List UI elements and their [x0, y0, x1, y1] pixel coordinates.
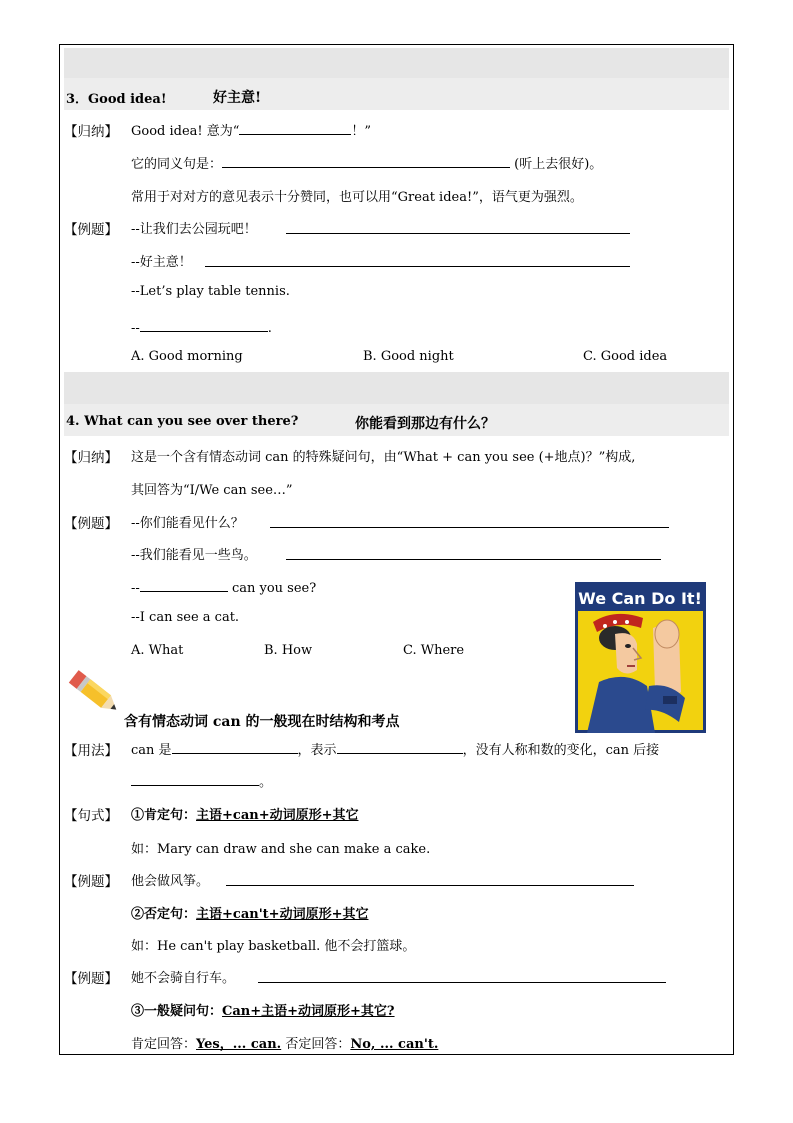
answer-forms: [131, 1033, 438, 1052]
section3-title-en: 3．Good idea!: [66, 92, 167, 107]
blank-line: [239, 120, 351, 135]
period: .: [267, 321, 272, 336]
negative-answer-label: 否定回答：: [285, 1037, 351, 1052]
exercise-2: 她不会骑自行车。: [131, 971, 236, 986]
yongfa-end: 。: [259, 775, 273, 790]
negative-formula: 主语+can't+动词原形+其它: [196, 907, 369, 922]
liti-tag: 【例题】: [64, 971, 118, 987]
positive-answer-label: 肯定回答：: [131, 1037, 197, 1052]
question-sentence-rule: [131, 1000, 395, 1019]
synonym-end: (听上去很好)。: [514, 157, 603, 172]
positive-answer: Yes，... can.: [196, 1037, 282, 1052]
answer-line: [270, 527, 669, 528]
guina-tag: 【归纳】: [64, 450, 118, 466]
option-a: A. Good morning: [131, 349, 243, 364]
option-c: C. Good idea: [583, 349, 668, 364]
liti-tag: 【例题】: [64, 222, 118, 238]
negative-answer: No, ... can't.: [350, 1037, 439, 1052]
positive-example: 如：Mary can draw and she can make a cake.: [131, 842, 431, 857]
option-b: B. How: [264, 643, 313, 658]
answer-line: [226, 885, 634, 886]
blank-line: [131, 771, 259, 786]
blank-line: [172, 739, 298, 754]
yongfa-part-3: ，没有人称和数的变化，can 后接: [462, 743, 660, 758]
blank-line: [337, 739, 463, 754]
section-band: [64, 372, 729, 404]
dash: --: [131, 581, 140, 596]
positive-formula: 主语+can+动词原形+其它: [196, 808, 359, 823]
yongfa-part-1: can 是: [131, 743, 172, 758]
liti-tag: 【例题】: [64, 874, 118, 890]
answer-line: [258, 982, 666, 983]
exercise-1: 他会做风筝。: [131, 874, 210, 889]
negative-label: ②否定句：: [131, 907, 197, 922]
question-end: can you see?: [231, 581, 317, 596]
guina-text-end: ！”: [351, 124, 372, 139]
we-can-do-it-poster: [575, 582, 706, 733]
example-line-4: [131, 317, 272, 336]
pencil-icon: [64, 664, 126, 722]
synonym-text: [131, 153, 602, 172]
dash: --: [131, 321, 140, 336]
positive-sentence-rule: [131, 804, 358, 823]
poster-text: We Can Do It!: [578, 589, 702, 608]
positive-label: ①肯定句：: [131, 808, 197, 823]
guina-text-part: Good idea! 意为“: [131, 124, 240, 139]
example-line-2: --我们能看见一些鸟。: [131, 548, 257, 563]
synonym-label: 它的同义句是：: [131, 157, 223, 172]
section3-title-zh: 好主意!: [213, 90, 262, 106]
example-line-2: --好主意！: [131, 255, 192, 270]
blank-line: [222, 153, 510, 168]
grammar-heading: 含有情态动词 can 的一般现在时结构和考点: [124, 714, 400, 730]
section4-title-zh: 你能看到那边有什么？: [355, 416, 495, 432]
yongfa-continued: [131, 771, 272, 790]
option-b: B. Good night: [363, 349, 454, 364]
guina-text: [131, 120, 371, 139]
example-line-3: --Let’s play table tennis.: [131, 284, 290, 299]
answer-line: [286, 559, 661, 560]
section-band-top: [64, 48, 729, 78]
question-formula: Can+主语+动词原形+其它?: [222, 1004, 395, 1019]
yongfa-tag: 【用法】: [64, 743, 118, 759]
negative-example: 如：He can't play basketball. 他不会打篮球。: [131, 939, 416, 954]
blank-line: [140, 317, 268, 332]
guina-text-2: 其回答为“I/We can see…”: [131, 483, 293, 498]
poster-illustration: [575, 582, 706, 733]
example-line-4: --I can see a cat.: [131, 610, 240, 625]
example-line-3: [131, 577, 316, 596]
option-a: A. What: [131, 643, 184, 658]
usage-text: 常用于对对方的意见表示十分赞同，也可以用“Great idea!”，语气更为强烈。: [131, 190, 583, 205]
section4-title-en: 4. What can you see over there?: [66, 414, 299, 429]
example-line-1: --你们能看见什么？: [131, 516, 244, 531]
example-line-1: --让我们去公园玩吧！: [131, 222, 257, 237]
question-label: ③一般疑问句：: [131, 1004, 223, 1019]
jushi-tag: 【句式】: [64, 808, 118, 824]
guina-tag: 【归纳】: [64, 124, 118, 140]
blank-line: [140, 577, 228, 592]
option-c: C. Where: [403, 643, 465, 658]
negative-sentence-rule: [131, 903, 368, 922]
guina-text-1: 这是一个含有情态动词 can 的特殊疑问句，由“What + can you see (+地点)？”构成,: [131, 450, 636, 465]
yongfa-part-2: ，表示: [297, 743, 337, 758]
answer-line: [205, 266, 630, 267]
answer-line: [286, 233, 630, 234]
yongfa-text: [131, 739, 659, 758]
liti-tag: 【例题】: [64, 516, 118, 532]
